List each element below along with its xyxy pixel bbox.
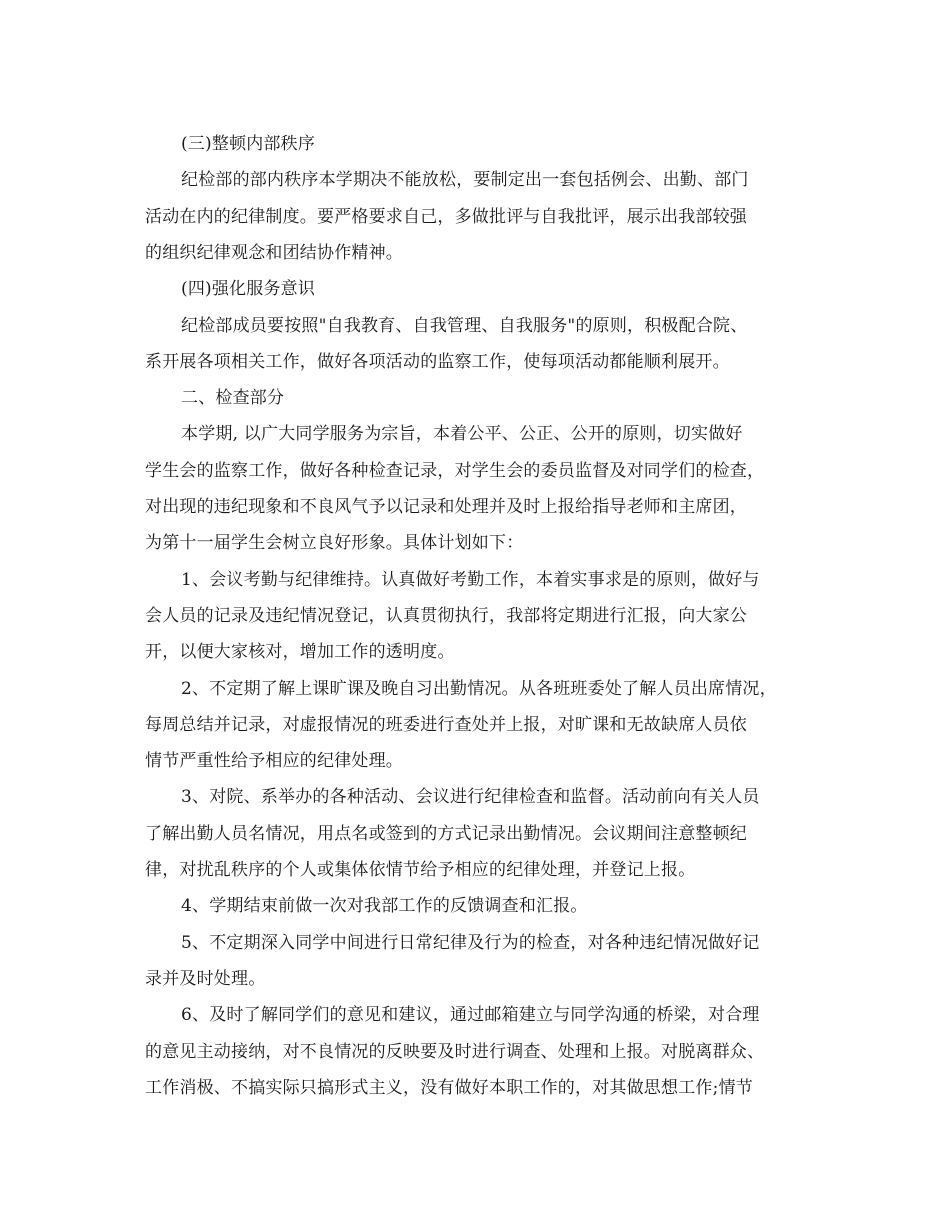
- text-line: 本学期, 以广大同学服务为宗旨，本着公平、公正、公开的原则，切实做好: [181, 424, 743, 445]
- text-line: 系开展各项相关工作，做好各项活动的监察工作，使每项活动都能顺利展开。: [145, 351, 730, 372]
- text-line: 4、学期结束前做一次对我部工作的反馈调查和汇报。: [181, 896, 588, 917]
- text-line: 对出现的违纪现象和不良风气予以记录和处理并及时上报给指导老师和主席团，: [145, 497, 747, 517]
- text-line: 活动在内的纪律制度。要严格要求自己，多做批评与自我批评，展示出我部较强: [145, 206, 747, 227]
- text-line: 纪检部的部内秩序本学期决不能放松，要制定出一套包括例会、出勤、部门: [181, 170, 749, 191]
- text-line: 5、不定期深入同学中间进行日常纪律及行为的检查，对各种违纪情况做好记: [181, 932, 760, 953]
- text-line: 学生会的监察工作，做好各种检查记录，对学生会的委员监督及对同学们的检查，: [145, 460, 765, 481]
- text-line: 3、对院、系举办的各种活动、会议进行纪律检查和监督。活动前向有关人员: [181, 787, 760, 808]
- text-line: 会人员的记录及违纪情况登记，认真贯彻执行，我部将定期进行汇报，向大家公: [145, 605, 747, 626]
- text-line: 律，对扰乱秩序的个人或集体依情节给予相应的纪律处理，并登记上报。: [145, 860, 696, 880]
- text-line: 开，以便大家核对，增加工作的透明度。: [145, 642, 455, 663]
- text-line: 的组织纪律观念和团结协作精神。: [145, 242, 403, 263]
- text-line: 2、不定期了解上课旷课及晚自习出勤情况。从各班班委处了解人员出席情况，: [181, 678, 777, 699]
- text-line: 的意见主动接纳，对不良情况的反映要及时进行调查、处理和上报。对脱离群众、: [145, 1041, 765, 1062]
- text-line: 为第十一届学生会树立良好形象。具体计划如下：: [145, 533, 524, 554]
- text-line: 1、会议考勤与纪律维持。认真做好考勤工作，本着实事求是的原则，做好与: [181, 569, 760, 590]
- text-line: 了解出勤人员名情况，用点名或签到的方式记录出勤情况。会议期间注意整顿纪: [145, 823, 747, 844]
- text-line: (四)强化服务意识: [181, 279, 316, 300]
- text-line: 工作消极、不搞实际只搞形式主义，没有做好本职工作的，对其做思想工作;情节: [145, 1077, 753, 1098]
- text-line: 录并及时处理。: [145, 968, 266, 989]
- text-line: 每周总结并记录，对虚报情况的班委进行查处并上报，对旷课和无故缺席人员依: [145, 714, 747, 735]
- text-line: 情节严重性给予相应的纪律处理。: [145, 751, 403, 772]
- text-line: 二、检查部分: [181, 388, 285, 409]
- text-line: 6、及时了解同学们的意见和建议，通过邮箱建立与同学沟通的桥梁，对合理: [181, 1005, 760, 1026]
- text-line: (三)整顿内部秩序: [181, 134, 316, 154]
- text-line: 纪检部成员要按照"自我教育、自我管理、自我服务"的原则，积极配合院、: [181, 315, 748, 336]
